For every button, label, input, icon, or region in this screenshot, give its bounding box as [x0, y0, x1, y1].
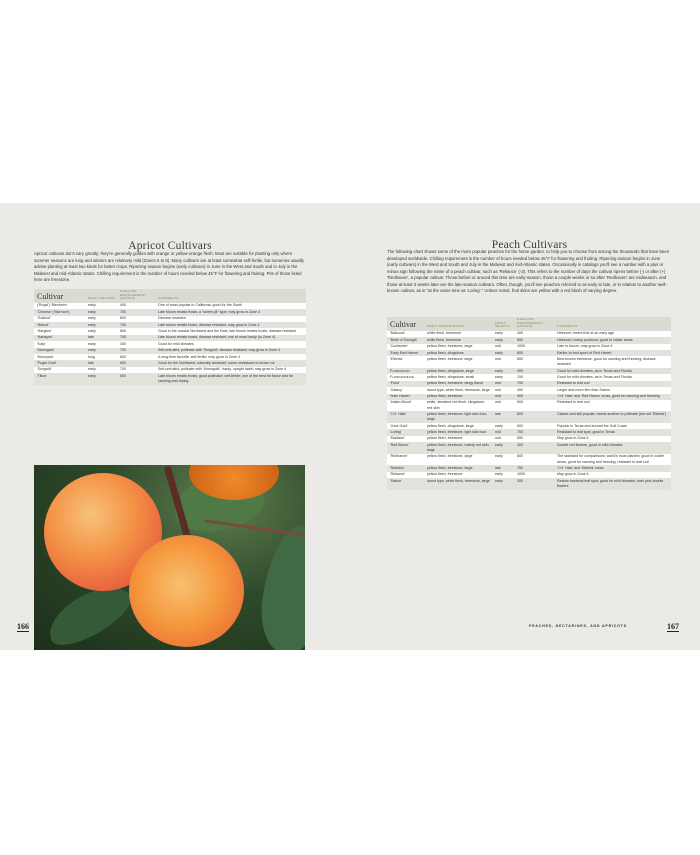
cell-comment: Disease resistant [156, 316, 306, 322]
cell-season: early [86, 322, 118, 328]
table-row [387, 442, 671, 454]
table-row [387, 454, 671, 466]
page-number-left: 166 [17, 622, 29, 631]
cell-season: early [493, 350, 515, 356]
cell-cultivar: 'Tilton' [34, 373, 86, 385]
cell-season: early [86, 309, 118, 315]
cell-comment: Best-known freestone, good for canning and freezing; disease resistant [555, 356, 671, 368]
cell-comment: Late bloom resists frosts; a "sweet pit" type; may grow in Zone 4 [156, 309, 306, 315]
header-chilling: CHILLING REQUIREMENT (HOURS) [515, 317, 555, 331]
cell-description: yellow flesh, freestone [425, 472, 493, 478]
cell-cultivar: 'Saturn' [387, 478, 425, 490]
cell-comment: Resistant to leaf spot, good in Texas [555, 429, 671, 435]
cell-comment: Late bloom resists frosts; disease resistant; one of most hardy (to Zone 4) [156, 335, 306, 341]
cell-comment: Earlier-to-fruit sport of 'Red Haven' [555, 350, 671, 356]
cell-cultivar: 'Goldcot' [34, 316, 86, 322]
cell-season: early [493, 442, 515, 454]
cell-comment: May grow in Zone 4 [555, 436, 671, 442]
cell-season: long [86, 354, 118, 360]
cell-description: yellow flesh, freestone, large [425, 344, 493, 350]
cell-comment: Double red flowers, good in mild climates [555, 442, 671, 454]
cell-comment: 'J.H. Hale' and 'Elberta' cross [555, 465, 671, 471]
cell-season: mid [493, 429, 515, 435]
header-comments: COMMENTS [555, 317, 671, 331]
cell-season: mid [493, 381, 515, 387]
cell-cultivar: 'Red Baron' [387, 442, 425, 454]
peach-intro: The following chart shows some of the more popular peaches for the home garden, to help you to choose from among the thousands that have been developed worldwide. Chilling requirement is the number of hours needed below 45°F for flowering and fruiting. Ripening season begins in June (early cultivars) in the West and South and July in the Midwest and mid-Atlantic states. Occasionally in catalogs you'll see a number with a plus or minus sign following the name of a peach cultivar, such as 'Reliance' (-3). This refers to the number of days the cultivar ripens before (-) or after (+) 'Redhaven', a popular cultivar. Those before or around this time are early-season, those a couple weeks or so after 'Redhaven' are midseason, and those at least 3 weeks later are the late-season cultivars. Often, though, you'll see peaches referred to as early to late, or in relation to another well-known cultivar, as in "at the same time as 'Loring'." Unless noted, fruit skins are yellow with a red blush of varying degree. [387, 249, 670, 294]
cell-comment: Good in the coastal Northwest and the East; late bloom resists frosts; disease resistant [156, 328, 306, 334]
cell-description: yellow flesh, freestone [425, 394, 493, 400]
cell-cultivar: ('Royal') 'Blenheim' [34, 303, 86, 309]
cell-season: mid [493, 387, 515, 393]
cell-description: donut type, white flesh, freestone, large [425, 478, 493, 490]
left-page [0, 203, 350, 650]
cell-cultivar: 'Sungold' [34, 367, 86, 373]
header-fruit-season: FRUIT SEASON [493, 317, 515, 331]
cell-season: mid [493, 356, 515, 368]
cell-description: yellow flesh, freestone [425, 436, 493, 442]
cell-chill: 900 [515, 400, 555, 412]
cell-season: early [493, 331, 515, 337]
apricot-table-header [34, 289, 306, 303]
cell-season: early [86, 348, 118, 354]
cell-description: white flesh, freestone [425, 337, 493, 343]
cell-chill: 800 [515, 411, 555, 423]
cell-cultivar: 'Puget Gold' [34, 360, 86, 366]
cell-comment: Resistant to leaf curl [555, 381, 671, 387]
header-fruit-season: FRUIT SEASON [86, 289, 118, 303]
cell-description: donut type, white flesh, freestone, large [425, 387, 493, 393]
cell-description: yellow flesh, freestone, large [425, 465, 493, 471]
cell-chill: 300 [515, 442, 555, 454]
cell-season: early [493, 454, 515, 466]
cell-description: yellow flesh, clingstone, large [425, 423, 493, 429]
cell-season: late [86, 335, 118, 341]
book-spread [0, 203, 700, 650]
table-row [387, 411, 671, 423]
cell-chill: 450 [515, 387, 555, 393]
cell-season: mid [493, 436, 515, 442]
cell-description: yellow flesh, freestone, large [425, 356, 493, 368]
cell-description: white flesh, freestone [425, 331, 493, 337]
cell-cultivar: 'Moongold' [34, 348, 86, 354]
cell-chill: 600 [515, 423, 555, 429]
cell-chill: 150 [515, 374, 555, 380]
apricot-table [34, 289, 306, 385]
cell-chill: 750 [515, 465, 555, 471]
cell-chill: 800 [118, 316, 156, 322]
cell-comment: Resists bacterial leaf spot; good for mild climates; dark pink double flowers [555, 478, 671, 490]
cell-chill: 850 [515, 436, 555, 442]
cell-description: yellow flesh, freestone, mainly red skin, large [425, 442, 493, 454]
cell-description: yellow flesh, clingstone, small [425, 374, 493, 380]
cell-comment: Resistant to leaf curl [555, 400, 671, 412]
cell-comment: Good for the Northwest; naturally windswirl; some resistance to brown rot [156, 360, 306, 366]
cell-comment: Late bloom resists frosts; good pollinator; self-fertile; one of the best for flavor and for canning and drying [156, 373, 306, 385]
cell-season: early [493, 368, 515, 374]
cell-cultivar: 'Early Red Haven' [387, 350, 425, 356]
cell-season: late [493, 465, 515, 471]
cell-comment: Good for mild climates [156, 341, 306, 347]
cell-cultivar: 'Harcot' [34, 322, 86, 328]
cell-description: yellow flesh, freestone, light skin fuzz [425, 429, 493, 435]
cell-chill: 800 [515, 350, 555, 356]
leaf-shape [255, 521, 305, 650]
cell-chill: 700 [118, 348, 156, 354]
cell-comment: 'J.H. Hale' and 'Red Haven' cross, good for canning and freezing [555, 394, 671, 400]
cell-cultivar: 'Elberta' [387, 356, 425, 368]
cell-season: early [493, 337, 515, 343]
cell-season: early [86, 341, 118, 347]
header-fruit-description: FRUIT DESCRIPTION [425, 317, 493, 331]
cell-cultivar: Flordaprince [387, 374, 425, 380]
cell-cultivar: 'Reliance' [387, 472, 425, 478]
cell-cultivar: 'Belle of Georgia' [387, 337, 425, 343]
cell-comment: Self-unfruitful; pollinate with 'Sungold'; disease resistant; may grow in Zone 4 [156, 348, 306, 354]
cell-description: yellow flesh, clingstone, large [425, 368, 493, 374]
cell-comment: Heirloom; bears fruit at an early age [555, 331, 671, 337]
cell-comment: The standard for comparisons; world's most planted; good in colder areas, good for canning and freezing, resistant to leaf curl [555, 454, 671, 466]
cell-chill: 800 [118, 328, 156, 334]
cell-chill: 300 [118, 341, 156, 347]
apricot-fruit [129, 535, 244, 647]
cell-cultivar: 'Frost' [387, 381, 425, 387]
header-comments: COMMENTS [156, 289, 306, 303]
header-cultivar: Cultivar [387, 317, 425, 331]
cell-cultivar: 'June Gold' [387, 423, 425, 429]
cell-cultivar: 'Moorpark' [34, 354, 86, 360]
cell-chill: 850 [515, 356, 555, 368]
cell-cultivar: Flordaking [387, 368, 425, 374]
cell-cultivar: 'Babcock' [387, 331, 425, 337]
cell-cultivar: 'Contender' [387, 344, 425, 350]
cell-season: early [493, 472, 515, 478]
peach-title: Peach Cultivars [491, 238, 568, 251]
cell-season: mid [493, 394, 515, 400]
cell-comment: Good for mild climates, as in Texas and Florida [555, 374, 671, 380]
cell-description: white, streaked red flesh, clingstone, red skin [425, 400, 493, 412]
cell-cultivar: 'Redskin' [387, 465, 425, 471]
cell-season: late [86, 360, 118, 366]
cell-comment: Larger and more firm than Saturn [555, 387, 671, 393]
cell-season: early [493, 374, 515, 380]
cell-comment: One of most popular in California; good for the South [156, 303, 306, 309]
cell-cultivar: 'J.H. Hale' [387, 411, 425, 423]
cell-cultivar: 'Hale Haven' [387, 394, 425, 400]
cell-season: early [493, 423, 515, 429]
apricot-photo [34, 465, 305, 650]
cell-description: yellow flesh, freestone, large [425, 454, 493, 466]
cell-chill: 1000 [515, 472, 555, 478]
cell-season: late [493, 411, 515, 423]
cell-season: early [86, 367, 118, 373]
cell-season: early [86, 303, 118, 309]
cell-comment: Classic and still popular, needs another to pollinate (but not 'Elberta') [555, 411, 671, 423]
cell-chill: 400 [515, 331, 555, 337]
cell-cultivar: 'Galaxy' [387, 387, 425, 393]
table-row [387, 356, 671, 368]
cell-chill: 600 [118, 360, 156, 366]
cell-comment: Heirloom; heavy producer; good in colder areas [555, 337, 671, 343]
cell-season: early [493, 478, 515, 490]
cell-chill: 850 [515, 337, 555, 343]
cell-chill: 750 [515, 429, 555, 435]
cell-chill: 700 [118, 322, 156, 328]
cell-cultivar: 'Indian Blood' [387, 400, 425, 412]
cell-cultivar: 'Madison' [387, 436, 425, 442]
header-chilling: CHILLING REQUIREMENT (HOURS) [118, 289, 156, 303]
cell-cultivar: 'Loring' [387, 429, 425, 435]
cell-cultivar: 'Harglow' [34, 328, 86, 334]
cell-season: early [86, 328, 118, 334]
cell-comment: Popular in Texas and around the Gulf Coast [555, 423, 671, 429]
cell-cultivar: 'Redhaven' [387, 454, 425, 466]
cell-comment: A long-time favorite; self-fertile; may grow in Zone 4 [156, 354, 306, 360]
cell-chill: 300 [515, 478, 555, 490]
apricot-title: Apricot Cultivars [128, 239, 212, 252]
table-row [387, 478, 671, 490]
cell-chill: 400 [118, 303, 156, 309]
cell-cultivar: 'Harlayne' [34, 335, 86, 341]
cell-comment: Self-unfruitful; pollinate with 'Moongold'; hardy, upright habit; may grow in Zone 4 [156, 367, 306, 373]
cell-chill: 900 [515, 394, 555, 400]
apricot-intro: Apricot cultivars don't vary greatly; they're generally golden with orange or yellow-orange flesh. Most are suitable for planting only where summer seasons are long and winters are relatively mild (Zones 5 to 8). Many cultivars are at least somewhat self-fertile, but nurseries usually advise planting at least two kinds for better crops. Ripening season begins (early cultivars) in June in the West and South and in July in the Midwest and mid-Atlantic states. Chilling requirement is the number of hours needed below 45°F for flowering and fruiting. Pits of those listed here are freestone. [34, 251, 304, 283]
cell-chill: 1000 [515, 344, 555, 350]
cell-chill: 600 [118, 373, 156, 385]
peach-table-header [387, 317, 671, 331]
running-head: PEACHES, NECTARINES, AND APRICOTS [529, 624, 627, 628]
page-number-right: 167 [667, 622, 679, 631]
cell-season: early [86, 373, 118, 385]
cell-chill: 600 [118, 354, 156, 360]
cell-chill: 700 [515, 381, 555, 387]
header-cultivar: Cultivar [34, 289, 86, 303]
cell-comment: Late to bloom; may grow in Zone 4 [555, 344, 671, 350]
cell-comment: Good for mild climates, as in Texas and Florida [555, 368, 671, 374]
peach-table [387, 317, 671, 490]
cell-description: yellow flesh, freestone, light skin fuzz, large [425, 411, 493, 423]
cell-chill: 700 [118, 335, 156, 341]
table-row [34, 373, 306, 385]
cell-comment: May grow in Zone 4 [555, 472, 671, 478]
cell-chill: 700 [118, 309, 156, 315]
cell-cultivar: 'Katy' [34, 341, 86, 347]
cell-chill: 800 [515, 454, 555, 466]
cell-chill: 700 [118, 367, 156, 373]
cell-season: mid [493, 400, 515, 412]
cell-chill: 400 [515, 368, 555, 374]
cell-cultivar: 'Chinese' ('Mormon') [34, 309, 86, 315]
table-row [387, 400, 671, 412]
cell-season: mid [493, 344, 515, 350]
cell-description: yellow flesh, clingstone [425, 350, 493, 356]
cell-description: yellow flesh, freestone; tangy flavor [425, 381, 493, 387]
cell-comment: Late bloom resists frosts; disease resistant; may grow in Zone 4 [156, 322, 306, 328]
cell-season: early [86, 316, 118, 322]
right-page [350, 203, 700, 650]
